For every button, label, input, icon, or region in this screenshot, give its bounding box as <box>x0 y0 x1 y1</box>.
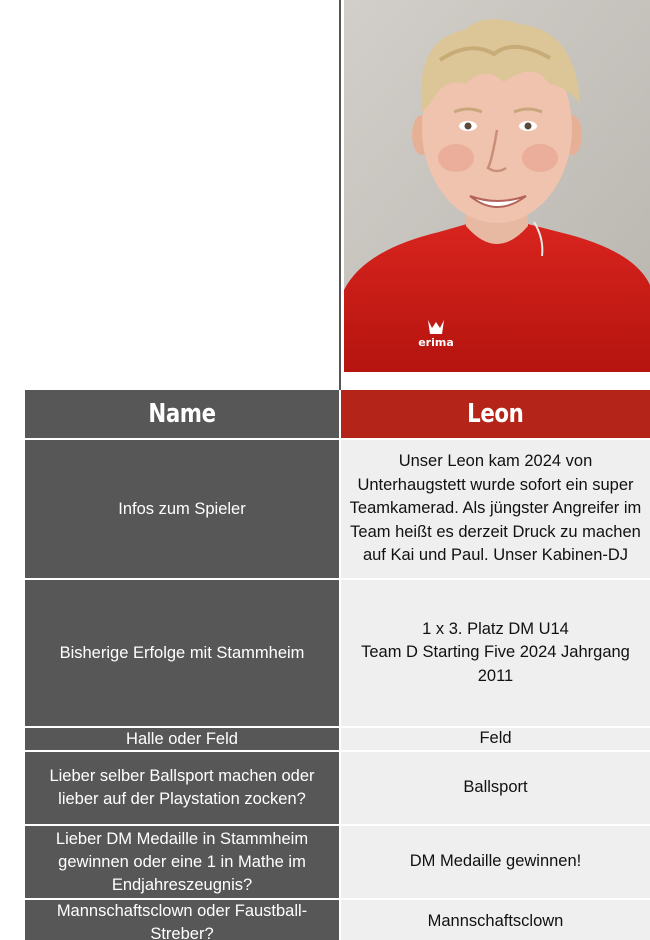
header-value-cell <box>341 390 650 438</box>
row-value-mannschaftsclown: Mannschaftsclown <box>341 900 650 940</box>
row-label-dm-medaille: Lieber DM Medaille in Stammheim gewinnen oder eine 1 in Mathe im Endjahreszeugnis? <box>25 826 339 898</box>
row-label-ballsport: Lieber selber Ballsport machen oder lieber auf der Playstation zocken? <box>25 752 339 824</box>
player-profile-table <box>25 390 650 940</box>
row-value-halle-feld: Feld <box>341 728 650 750</box>
row-label-infos: Infos zum Spieler <box>25 440 339 578</box>
row-value-dm-medaille: DM Medaille gewinnen! <box>341 826 650 898</box>
header-label-cell <box>25 390 339 438</box>
row-value-infos: Unser Leon kam 2024 von Unterhaugstett wurde sofort ein super Teamkamerad. Als jüngster Angreifer im Team heißt es derzeit Druck zu machen auf Kai und Paul. Unser Kabinen-DJ <box>341 440 650 578</box>
row-value-ballsport: Ballsport <box>341 752 650 824</box>
row-value-erfolge: 1 x 3. Platz DM U14 Team D Starting Five 2024 Jahrgang 2011 <box>341 580 650 726</box>
player-photo <box>344 0 650 372</box>
player-name: Leon <box>467 399 524 429</box>
vertical-divider <box>339 0 341 390</box>
erima-logo-text: erima <box>418 336 454 349</box>
row-label-halle-feld: Halle oder Feld <box>25 728 339 750</box>
header-label: Name <box>148 399 216 429</box>
row-label-erfolge: Bisherige Erfolge mit Stammheim <box>25 580 339 726</box>
row-label-mannschaftsclown: Mannschaftsclown oder Faustball-Streber? <box>25 900 339 940</box>
